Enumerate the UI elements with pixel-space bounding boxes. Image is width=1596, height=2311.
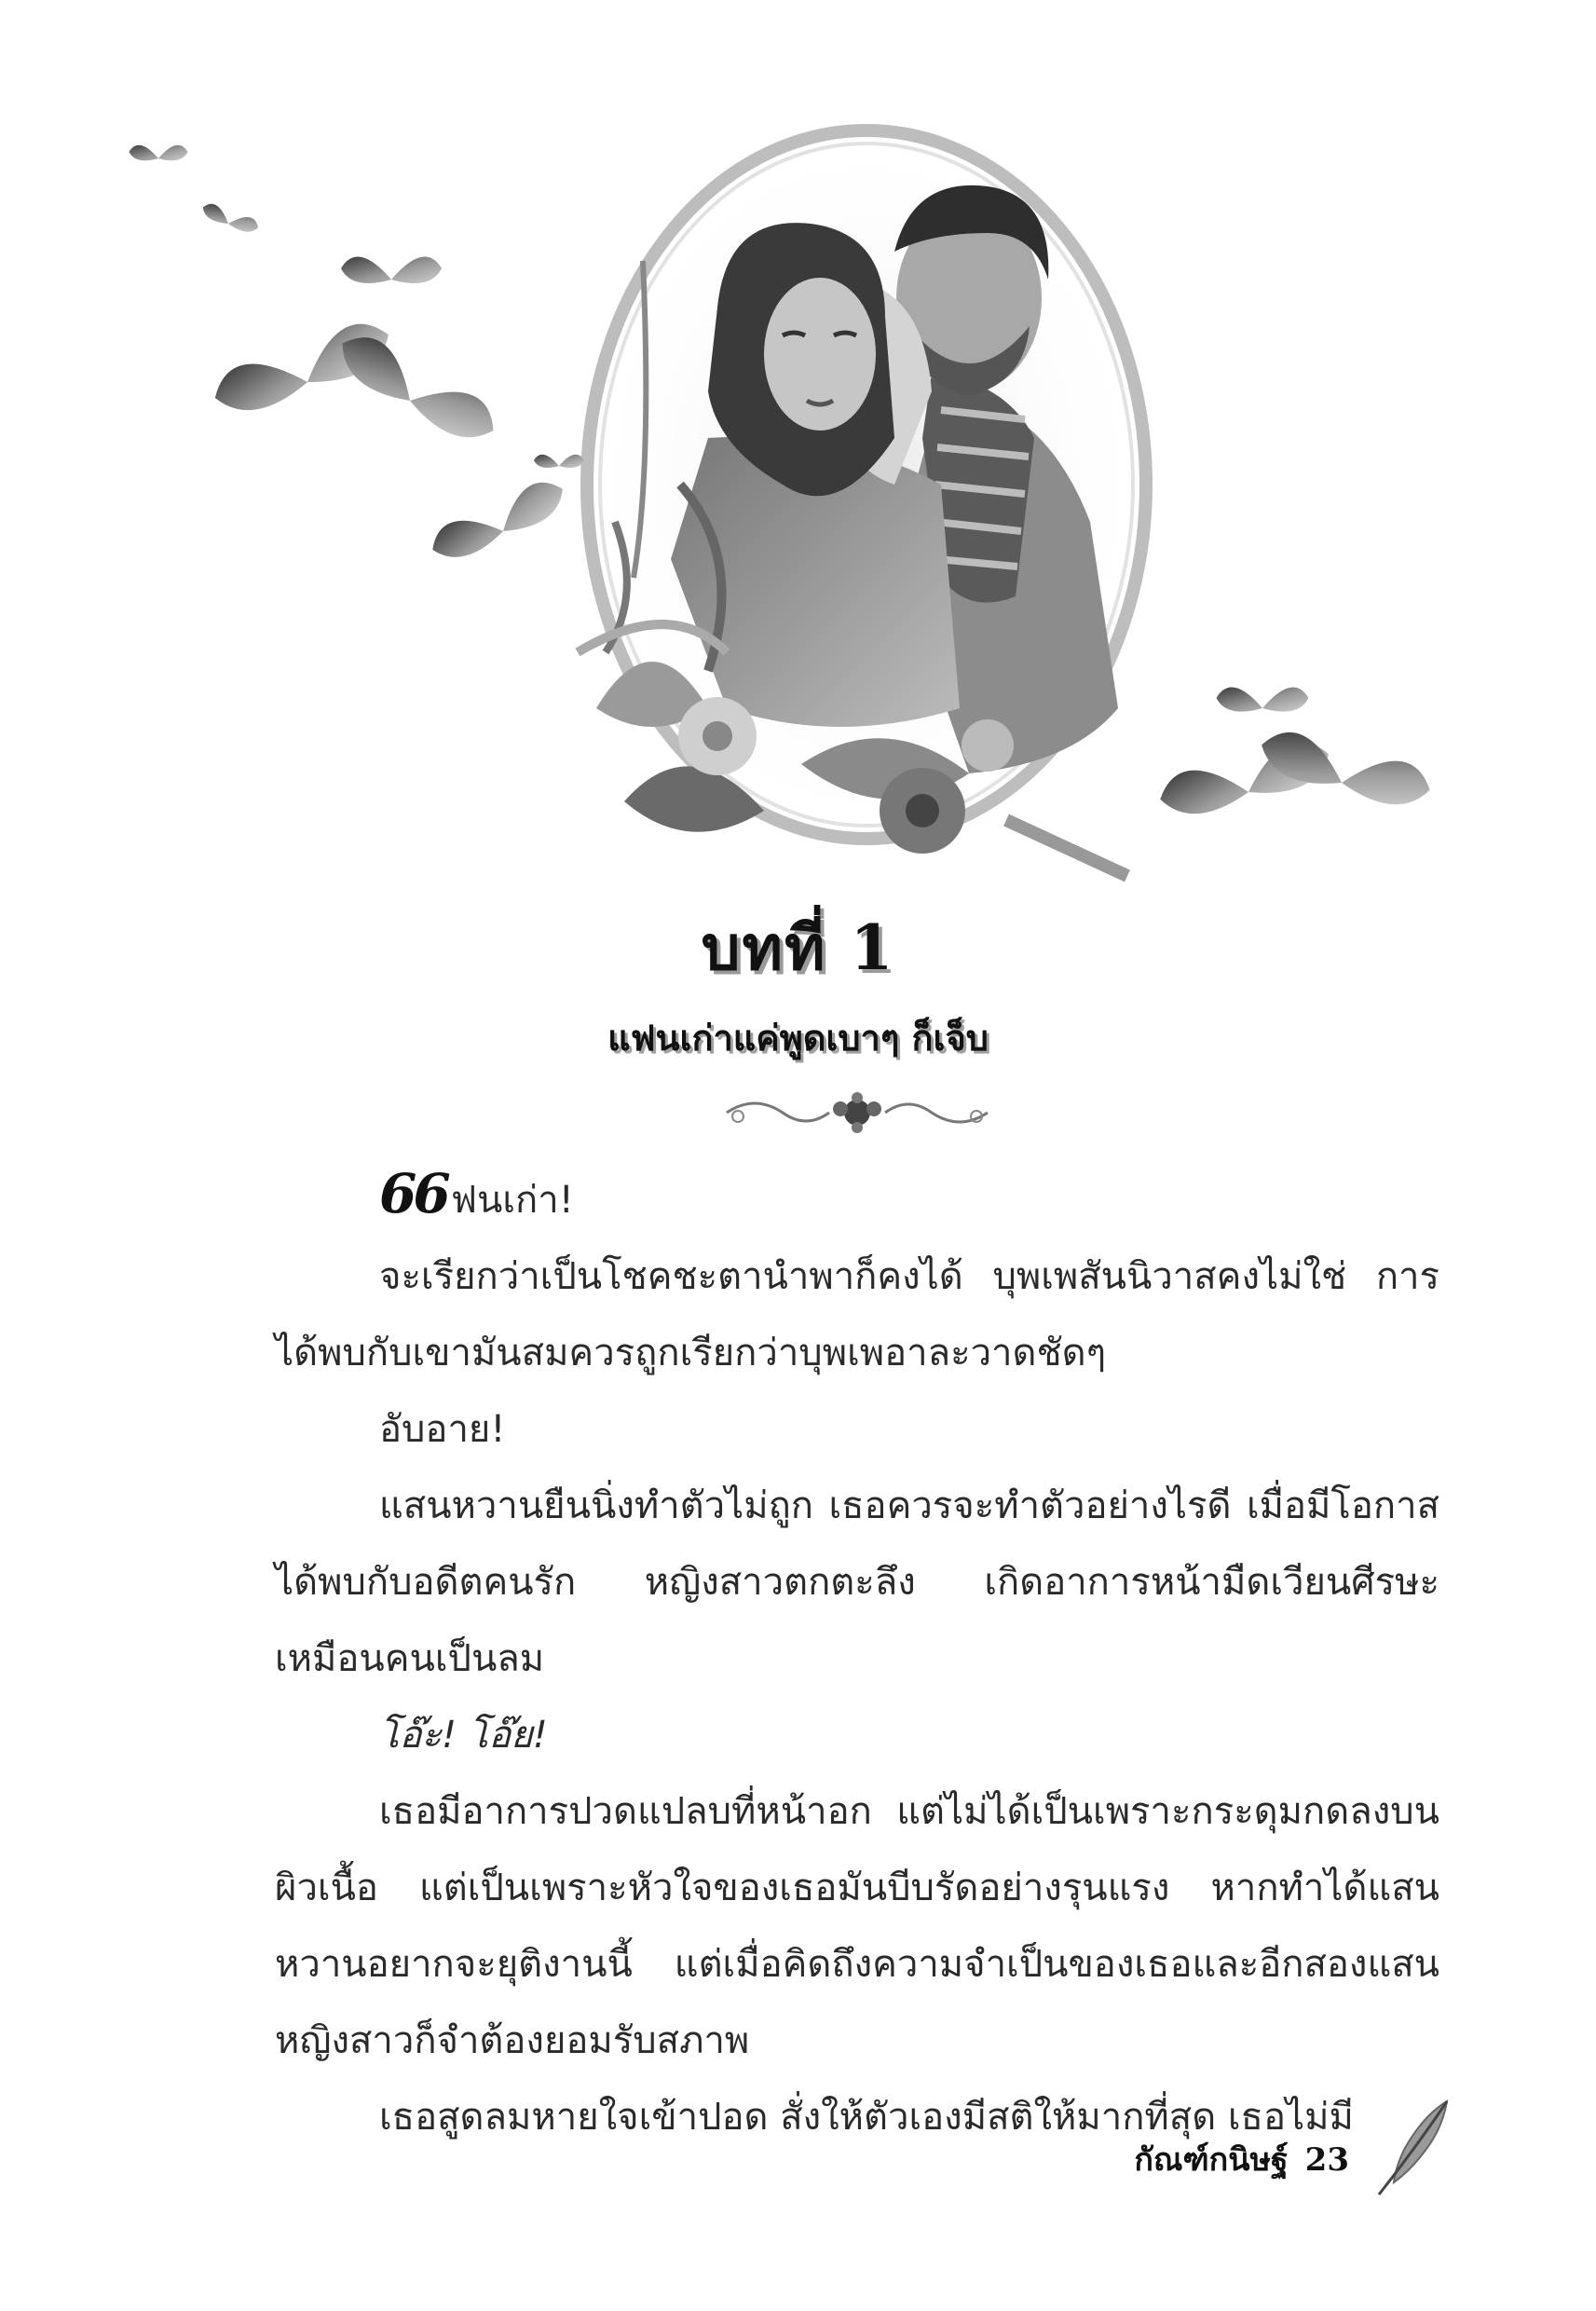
page-number: 23 (1304, 2141, 1349, 2179)
butterfly-icon (1255, 725, 1435, 814)
butterfly-icon (341, 257, 442, 284)
butterfly-icon (1217, 688, 1309, 712)
butterfly-icon (130, 145, 188, 161)
book-title: กัณฑ์กนิษฐ์ (1134, 2141, 1289, 2179)
butterfly-icon (426, 473, 571, 567)
butterfly-icon (200, 201, 261, 236)
chapter-subtitle: แฟนเก่าแค่พูดเบาๆ ก็เจ็บ (607, 1017, 989, 1059)
paragraph: เธอมีอาการปวดแปลบที่หน้าอก แต่ไม่ได้เป็นเพราะกระดุมกดลงบนผิวเนื้อ แต่เป็นเพราะหัวใจของเธอมันบีบรัดอย่างรุนแรง หากทำได้แสนหวานอยากจะยุติงานนี้ แต่เมื่อคิดถึงความจำเป็นของเธอและอีกสองแสน หญิงสาวก็จำต้องยอมรับสภาพ (275, 1790, 1439, 2062)
butterfly-icon (330, 326, 503, 452)
paragraph: โอ๊ะ! โอ๊ย! (379, 1714, 548, 1757)
quill-feather-icon (1368, 2097, 1456, 2199)
opening-quote-mark: 66 (379, 1162, 447, 1225)
paragraph: 66 ฟนเก่า! (379, 1162, 574, 1225)
paragraph: เธอสูดลมหายใจเข้าปอด สั่งให้ตัวเองมีสติให้มากที่สุด เธอไม่มี (379, 2096, 1354, 2139)
paragraph: จะเรียกว่าเป็นโชคชะตานำพาก็คงได้ บุพเพสันนิวาสคงไม่ใช่ การได้พบกับเขามันสมควรถูกเรียกว่าบุพเพอาละวาดชัดๆ (275, 1255, 1439, 1374)
paragraph: อับอาย! (379, 1408, 506, 1451)
butterfly-icon (534, 455, 584, 468)
chapter-title: บทที่ 1 (701, 911, 895, 984)
chapter-illustration (0, 0, 1596, 932)
paragraph: แสนหวานยืนนิ่งทำตัวไม่ถูก เธอควรจะทำตัวอย่างไรดี เมื่อมีโอกาสได้พบกับอดีตคนรัก หญิงสาวตกตะลึง เกิดอาการหน้ามืดเวียนศีรษะ เหมือนคนเป็นลม (275, 1484, 1439, 1680)
page-footer (1117, 2134, 1349, 2184)
flourish-ornament-icon (717, 1088, 997, 1137)
chapter-body (275, 1156, 1439, 2155)
